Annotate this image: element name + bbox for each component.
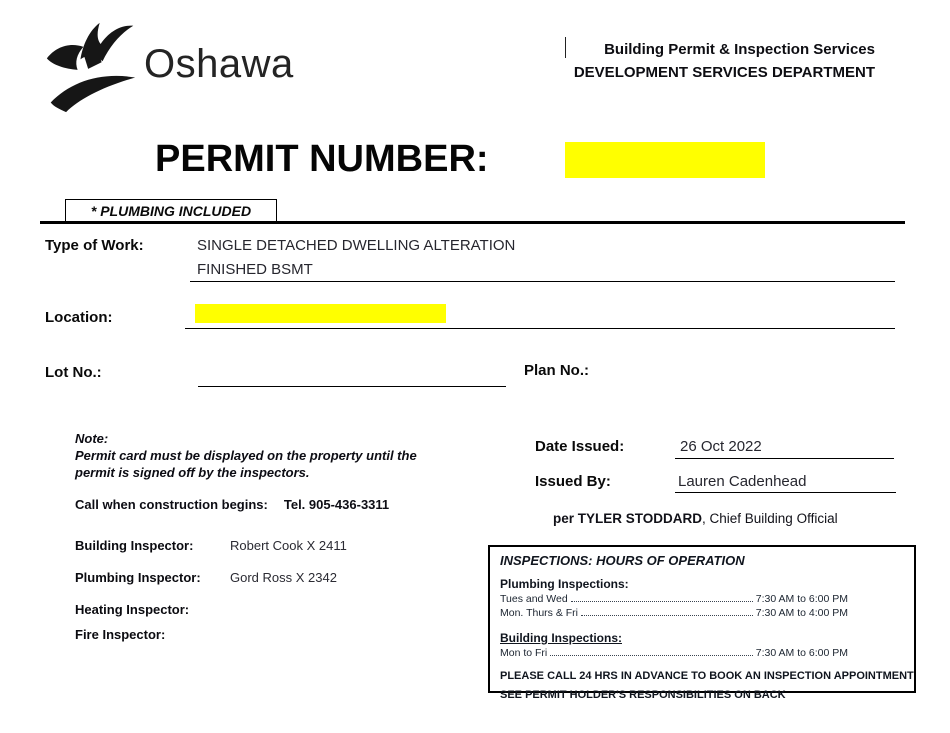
type-of-work-label: Type of Work: [45,237,144,254]
type-of-work-value-line2: FINISHED BSMT [197,261,313,278]
issued-by-underline [675,492,896,493]
chief-building-official-line [553,511,838,526]
permit-number-redaction [565,142,765,178]
note-line1: Permit card must be displayed on the property until the [75,448,417,463]
text-cursor-artifact [565,37,566,58]
department-line1: Building Permit & Inspection Services [604,41,875,58]
plumbing-inspector-label: Plumbing Inspector: [75,570,201,585]
date-issued-value: 26 Oct 2022 [680,438,762,455]
dotted-leader [581,615,753,616]
location-underline [185,328,895,329]
building-inspections-title: Building Inspections: [500,631,622,645]
permit-number-title: PERMIT NUMBER: [155,138,489,180]
dotted-leader [571,601,753,602]
plumbing-row1-days: Tues and Wed [500,593,568,605]
fire-inspector-label: Fire Inspector: [75,627,166,642]
date-issued-underline [675,458,894,459]
note-title: Note: [75,431,109,446]
building-inspector-value: Robert Cook X 2411 [230,538,347,553]
heating-inspector-label: Heating Inspector: [75,602,190,617]
oshawa-logo-icon [44,19,140,115]
plumbing-hours-row [500,593,848,605]
plumbing-row2-hours: 7:30 AM to 4:00 PM [755,607,848,619]
book-inspection-notice: PLEASE CALL 24 HRS IN ADVANCE TO BOOK AN INSPECTION APPOINTMENT [500,670,914,682]
plumbing-included-banner: * PLUMBING INCLUDED [65,199,277,222]
note-block [75,430,505,481]
issued-by-value: Lauren Cadenhead [678,473,807,490]
inspections-box-title: INSPECTIONS: HOURS OF OPERATION [500,553,745,568]
building-inspector-label: Building Inspector: [75,538,194,553]
building-hours-row [500,647,848,659]
responsibilities-notice: SEE PERMIT HOLDER'S RESPONSIBILITIES ON BACK [500,689,786,701]
plan-no-label: Plan No.: [524,362,590,379]
department-header [574,38,875,84]
inspections-hours-box [488,545,916,701]
date-issued-label: Date Issued: [535,438,625,455]
oshawa-logo [40,16,320,118]
per-official-title: , Chief Building Official [702,511,838,526]
call-telephone: Tel. 905-436-3311 [283,497,390,512]
department-line2: DEVELOPMENT SERVICES DEPARTMENT [573,64,875,81]
building-row1-hours: 7:30 AM to 6:00 PM [755,647,848,659]
header-divider-rule [40,221,905,224]
plumbing-row1-hours: 7:30 AM to 6:00 PM [755,593,848,605]
issued-by-label: Issued By: [535,473,611,490]
lot-no-label: Lot No.: [45,364,102,381]
plumbing-inspections-title: Plumbing Inspections: [500,577,629,591]
logo-wordmark: Oshawa [144,41,294,86]
location-label: Location: [45,309,113,326]
location-redaction [195,304,446,323]
call-when-construction-begins [75,497,389,512]
dotted-leader [550,655,753,656]
plumbing-hours-row [500,607,848,619]
building-row1-days: Mon to Fri [500,647,548,659]
lot-no-underline [198,386,506,387]
plumbing-inspector-value: Gord Ross X 2342 [230,570,337,585]
type-of-work-value-line1: SINGLE DETACHED DWELLING ALTERATION [197,237,516,254]
type-of-work-underline [190,281,895,282]
call-label: Call when construction begins: [75,497,268,512]
plumbing-row2-days: Mon. Thurs & Fri [500,607,578,619]
note-line2: permit is signed off by the inspectors. [75,465,310,480]
per-official-name: per TYLER STODDARD [553,511,703,526]
